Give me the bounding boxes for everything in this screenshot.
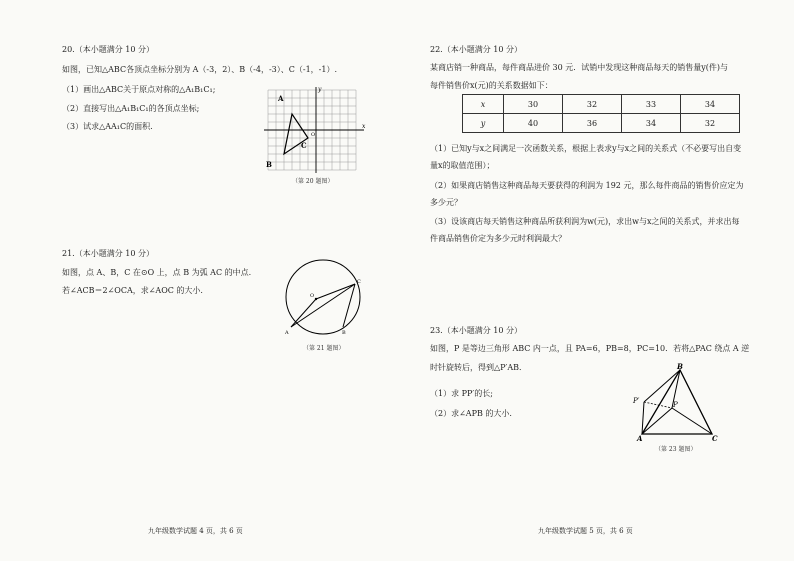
q22-y-1: 40 (504, 114, 563, 133)
q22-row-label-x: x (463, 95, 504, 114)
q21-heading: 21.（本小题满分 10 分） (62, 249, 154, 258)
q22-x-4: 34 (681, 95, 740, 114)
q23-label-b: B (677, 362, 683, 371)
q20-caption: （第 20 题图） (292, 178, 334, 185)
q20-figure (258, 85, 370, 175)
q23-part1: （1）求 PP′的长; (430, 389, 493, 398)
q22-part3-line1: （3）设该商店每天销售这种商品所获利润为w(元)，求出w与x之间的关系式，并求出每 (430, 217, 740, 226)
q20-part3: （3）试求△AA₁C的面积. (62, 122, 153, 131)
q20-label-o: O (311, 132, 316, 138)
q23-heading: 23.（本小题满分 10 分） (430, 326, 522, 335)
q23-label-p: P (673, 401, 678, 409)
q22-part1-line1: （1）已知y与x之间满足一次函数关系，根据上表求y与x之间的关系式（不必要写出自变 (430, 144, 742, 153)
q20-heading: 20.（本小题满分 10 分） (62, 45, 154, 54)
table-row (463, 95, 740, 114)
q21-line2: 若∠ACB＝2∠OCA，求∠AOC 的大小. (62, 286, 203, 295)
q22-part1-line2: 量x的取值范围）； (430, 161, 495, 170)
q20-label-a: A (278, 94, 284, 103)
q23-figure (628, 362, 722, 442)
q20-stem: 如图，已知△ABC各顶点坐标分别为 A（-3，2）、B（-4，-3）、C（-1，-1）. (62, 65, 337, 74)
q20-label-x: x (362, 123, 366, 130)
q21-label-o: O (310, 293, 315, 299)
q22-x-2: 32 (563, 95, 622, 114)
q23-label-a: A (637, 434, 643, 442)
q21-label-c: C (357, 279, 361, 285)
q22-x-1: 30 (504, 95, 563, 114)
q23-part2: （2）求∠APB 的大小. (430, 409, 512, 418)
q22-y-2: 36 (563, 114, 622, 133)
q23-label-p-prime: P′ (633, 397, 640, 405)
q22-intro-line2: 每件销售价x(元)的关系数据如下： (430, 81, 553, 90)
q21-figure (275, 255, 375, 339)
q22-heading: 22.（本小题满分 10 分） (430, 45, 522, 54)
q21-label-b: B (342, 330, 346, 336)
q21-line1: 如图，点 A、B，C 在⊙O 上，点 B 为弧 AC 的中点. (62, 268, 252, 277)
q22-part2-line2: 多少元？ (430, 198, 462, 207)
q20-label-b: B (266, 160, 272, 169)
q22-intro-line1: 某商店销一种商品，每件商品进价 30 元．试销中发现这种商品每天的销售量y(件)与 (430, 63, 729, 72)
right-footer: 九年级数学试题 5 页，共 6 页 (538, 527, 633, 535)
q22-y-4: 32 (681, 114, 740, 133)
q23-caption: （第 23 题图） (655, 446, 697, 453)
table-row (463, 114, 740, 133)
q20-label-c: C (301, 141, 307, 150)
q21-label-a: A (285, 330, 289, 336)
q22-data-table (462, 94, 740, 133)
q23-stem-line2: 时针旋转后，得到△P′AB． (430, 363, 528, 372)
q22-x-3: 33 (622, 95, 681, 114)
q22-part3-line2: 件商品销售价定为多少元时利润最大？ (430, 234, 566, 243)
q22-part2-line1: （2）如果商店销售这种商品每天要获得的利润为 192 元，那么每件商品的销售价应定为 (430, 181, 744, 190)
q23-stem-line1: 如图，P 是等边三角形 ABC 内一点，且 PA=6，PB=8，PC=10．若将△PAC 绕点 A 逆 (430, 344, 750, 353)
q21-center-dot (315, 298, 317, 300)
q21-chords (291, 284, 355, 327)
left-footer: 九年级数学试题 4 页，共 6 页 (148, 527, 243, 535)
q20-part2: （2）直接写出△A₁B₁C₁的各顶点坐标; (62, 104, 200, 113)
q22-row-label-y: y (463, 114, 504, 133)
q23-label-c: C (712, 434, 718, 442)
q21-caption: （第 21 题图） (303, 345, 345, 352)
q20-part1: （1）画出△ABC关于原点对称的△A₁B₁C₁; (62, 85, 216, 94)
q20-label-y: y (318, 86, 322, 93)
q22-y-3: 34 (622, 114, 681, 133)
